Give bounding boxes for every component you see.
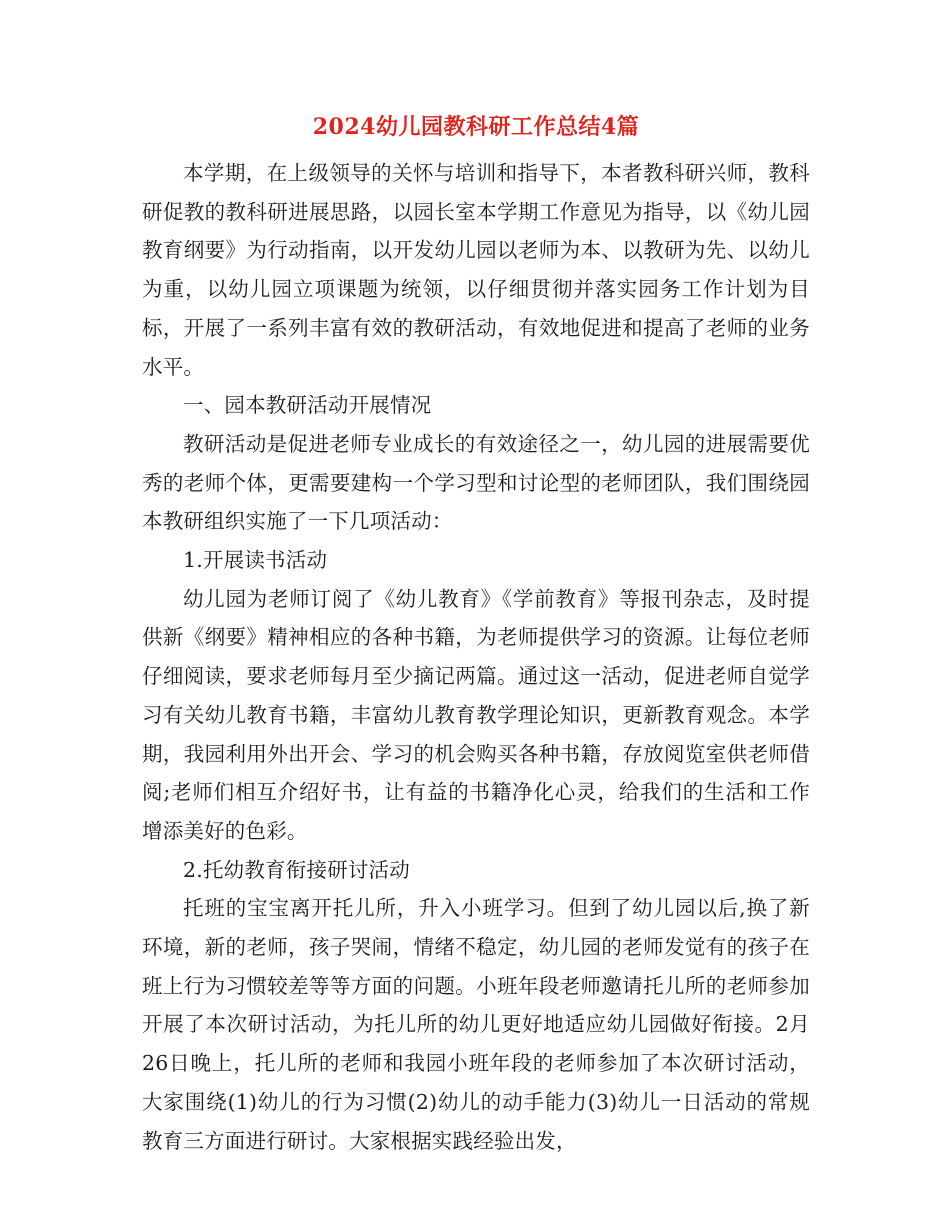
- paragraph-reading-activity: 幼儿园为老师订阅了《幼儿教育》《学前教育》等报刊杂志，及时提供新《纲要》精神相应的各种书籍，为老师提供学习的资源。让每位老师仔细阅读，要求老师每月至少摘记两篇。通过这一活动，促进老师自觉学习有关幼儿教育书籍，丰富幼儿教育教学理论知识，更新教育观念。本学期，我园利用外出开会、学习的机会购买各种书籍，存放阅览室供老师借阅;老师们相互介绍好书，让有益的书籍净化心灵，给我们的生活和工作增添美好的色彩。: [142, 586, 810, 843]
- subheading-transition-seminar: 2.托幼教育衔接研讨活动: [183, 857, 410, 882]
- paragraph-intro: 本学期，在上级领导的关怀与培训和指导下，本者教科研兴师，教科研促教的教科研进展思路，以园长室本学期工作意见为指导，以《幼儿园教育纲要》为行动指南，以开发幼儿园以老师为本、以教研为先、以幼儿为重，以幼儿园立项课题为统领，以仔细贯彻并落实园务工作计划为目标，开展了一系列丰富有效的教研活动，有效地促进和提高了老师的业务水平。: [142, 161, 810, 379]
- section-heading-1: 一、园本教研活动开展情况: [183, 393, 432, 418]
- subheading-reading-activity: 1.开展读书活动: [183, 548, 328, 573]
- paragraph-transition-seminar: 托班的宝宝离开托儿所，升入小班学习。但到了幼儿园以后,换了新环境，新的老师，孩子哭闹，情绪不稳定，幼儿园的老师发觉有的孩子在班上行为习惯较差等等方面的问题。小班年段老师邀请托儿所的老师参加开展了本次研讨活动，为托儿所的幼儿更好地适应幼儿园做好衔接。2月26日晚上，托儿所的老师和我园小班年段的老师参加了本次研讨活动，大家围绕(1)幼儿的行为习惯(2)幼儿的动手能力(3)幼儿一日活动的常规教育三方面进行研讨。大家根据实践经验出发，: [142, 896, 810, 1153]
- document-title: 2024幼儿园教科研工作总结4篇: [312, 114, 640, 140]
- paragraph-section-1: 教研活动是促进老师专业成长的有效途径之一，幼儿园的进展需要优秀的老师个体，更需要建构一个学习型和讨论型的老师团队，我们围绕园本教研组织实施了一下几项活动：: [142, 431, 810, 534]
